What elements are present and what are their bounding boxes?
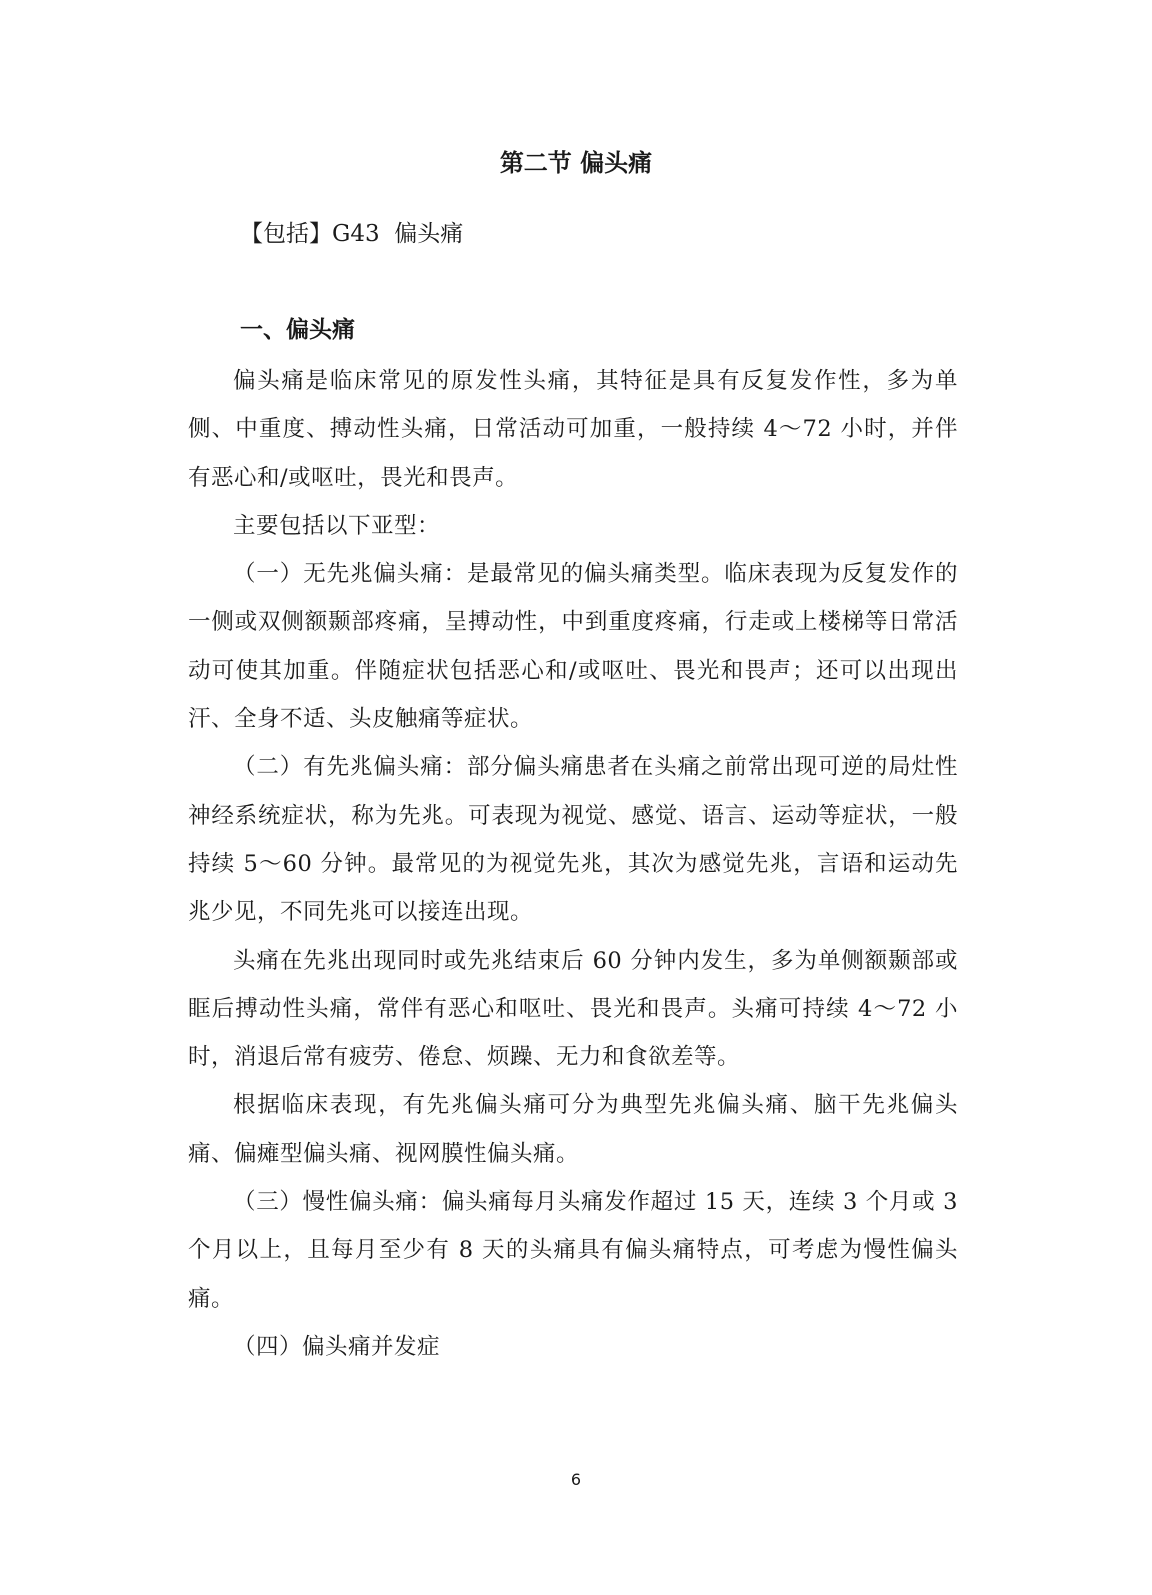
paragraph-migraine-with-aura: （二）有先兆偏头痛：部分偏头痛患者在头痛之前常出现可逆的局灶性神经系统症状，称为先兆。可表现为视觉、感觉、语言、运动等症状，一般持续 5～60 分钟。最常见的为视觉先兆，其次为感觉先兆，言语和运动先兆少见，不同先兆可以接连出现。 (188, 754, 958, 926)
section-title: 第二节 偏头痛 (499, 149, 653, 177)
includes-line: 【包括】G43 偏头痛 (240, 221, 464, 247)
subsection-heading: 一、偏头痛 (240, 317, 355, 343)
paragraph-chronic-migraine: （三）慢性偏头痛：偏头痛每月头痛发作超过 15 天，连续 3 个月或 3 个月以上，且每月至少有 8 天的头痛具有偏头痛特点，可考虑为慢性偏头痛。 (188, 1189, 958, 1312)
paragraph-complications: （四）偏头痛并发症 (233, 1333, 441, 1360)
paragraph-subtypes-intro: 主要包括以下亚型： (233, 512, 441, 539)
body-text (188, 357, 958, 1371)
paragraph-headache-after-aura: 头痛在先兆出现同时或先兆结束后 60 分钟内发生，多为单侧额颞部或眶后搏动性头痛，常伴有恶心和呕吐、畏光和畏声。头痛可持续 4～72 小时，消退后常有疲劳、倦怠、烦躁、无力和食欲差等。 (188, 947, 958, 1071)
page-number: 6 (570, 1470, 582, 1489)
paragraph-aura-classification: 根据临床表现，有先兆偏头痛可分为典型先兆偏头痛、脑干先兆偏头痛、偏瘫型偏头痛、视网膜性偏头痛。 (188, 1092, 958, 1167)
paragraph-definition: 偏头痛是临床常见的原发性头痛，其特征是具有反复发作性，多为单侧、中重度、搏动性头痛，日常活动可加重，一般持续 4～72 小时，并伴有恶心和/或呕吐，畏光和畏声。 (188, 368, 958, 491)
paragraph-migraine-without-aura: （一）无先兆偏头痛：是最常见的偏头痛类型。临床表现为反复发作的一侧或双侧额颞部疼痛，呈搏动性，中到重度疼痛，行走或上楼梯等日常活动可使其加重。伴随症状包括恶心和/或呕吐、畏光和畏声；还可以出现出汗、全身不适、头皮触痛等症状。 (188, 561, 958, 733)
